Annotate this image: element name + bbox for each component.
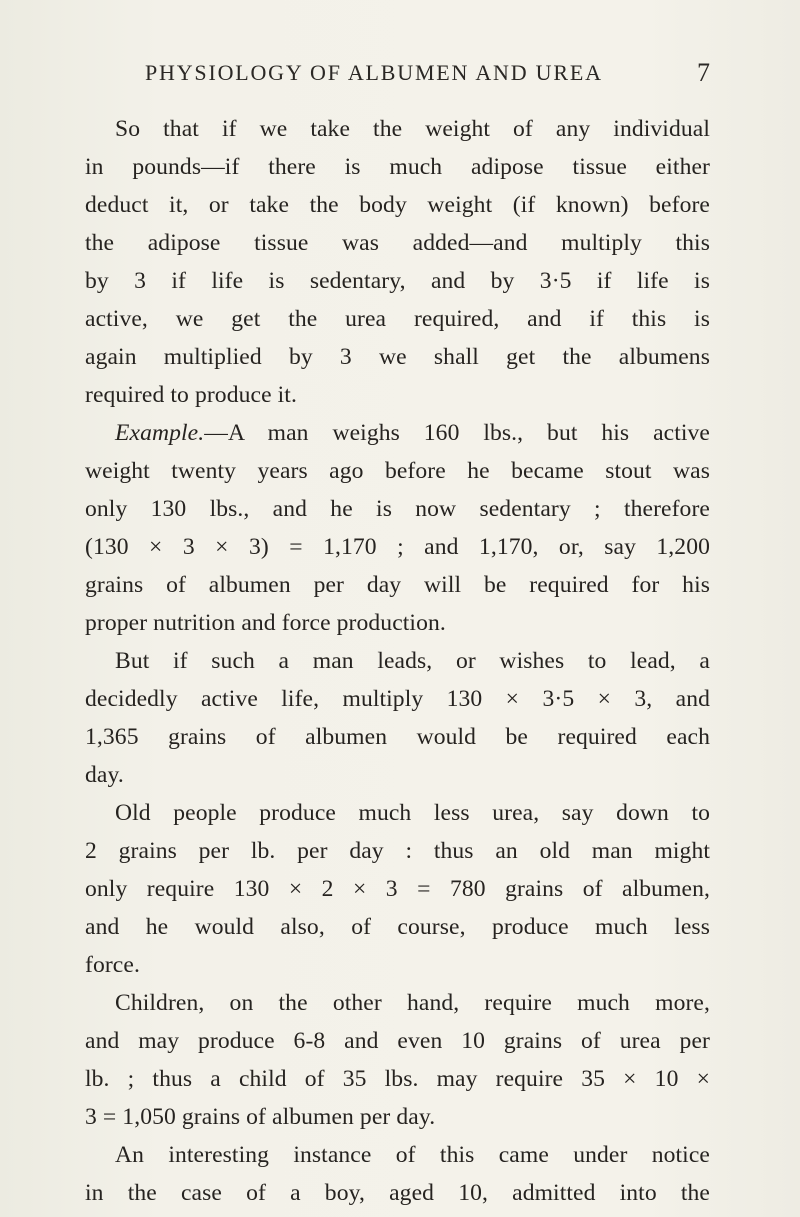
text-line: decidedly active life, multiply 130 × 3·5 × 3, and xyxy=(85,686,710,712)
text-line: and may produce 6-8 and even 10 grains of urea per xyxy=(85,1028,710,1054)
text-line: and he would also, of course, produce much less xyxy=(85,914,710,940)
text-line: 1,365 grains of albumen would be required each xyxy=(85,724,710,750)
text-line: (130 × 3 × 3) = 1,170 ; and 1,170, or, say 1,200 xyxy=(85,534,710,560)
text-line: But if such a man leads, or wishes to lead, a xyxy=(115,648,710,674)
page-header xyxy=(85,60,710,96)
text-line: in the case of a boy, aged 10, admitted into the xyxy=(85,1180,710,1206)
text-line: active, we get the urea required, and if this is xyxy=(85,306,710,332)
text-line: only 130 lbs., and he is now sedentary ; therefore xyxy=(85,496,710,522)
text-line: force. xyxy=(85,952,140,978)
running-head: PHYSIOLOGY OF ALBUMEN AND UREA xyxy=(145,60,603,85)
text-line: weight twenty years ago before he became stout was xyxy=(85,458,710,484)
text-line: grains of albumen per day will be required for his xyxy=(85,572,710,598)
example-text: —A man weighs 160 lbs., but his active xyxy=(204,420,710,446)
body-text xyxy=(85,110,710,1212)
example-label: Example. xyxy=(115,420,205,446)
text-line: So that if we take the weight of any individual xyxy=(115,116,710,142)
text-line: in pounds—if there is much adipose tissue either xyxy=(85,154,710,180)
text-line: Old people produce much less urea, say down to xyxy=(115,800,710,826)
example-line xyxy=(85,414,710,452)
text-line: only require 130 × 2 × 3 = 780 grains of albumen, xyxy=(85,876,710,902)
text-line: again multiplied by 3 we shall get the albumens xyxy=(85,344,710,370)
text-line: by 3 if life is sedentary, and by 3·5 if life is xyxy=(85,268,710,294)
text-line: An interesting instance of this came under notice xyxy=(115,1142,710,1168)
text-line: 3 = 1,050 grains of albumen per day. xyxy=(85,1104,436,1130)
text-line: proper nutrition and force production. xyxy=(85,610,446,636)
text-line: Children, on the other hand, require much more, xyxy=(115,990,710,1016)
text-line: the adipose tissue was added—and multiply this xyxy=(85,230,710,256)
text-line: required to produce it. xyxy=(85,382,297,408)
text-line: deduct it, or take the body weight (if known) before xyxy=(85,192,710,218)
page-number: 7 xyxy=(697,58,710,87)
text-line: day. xyxy=(85,762,124,788)
text-line: lb. ; thus a child of 35 lbs. may require 35 × 10 × xyxy=(85,1066,710,1092)
text-line: 2 grains per lb. per day : thus an old man might xyxy=(85,838,710,864)
